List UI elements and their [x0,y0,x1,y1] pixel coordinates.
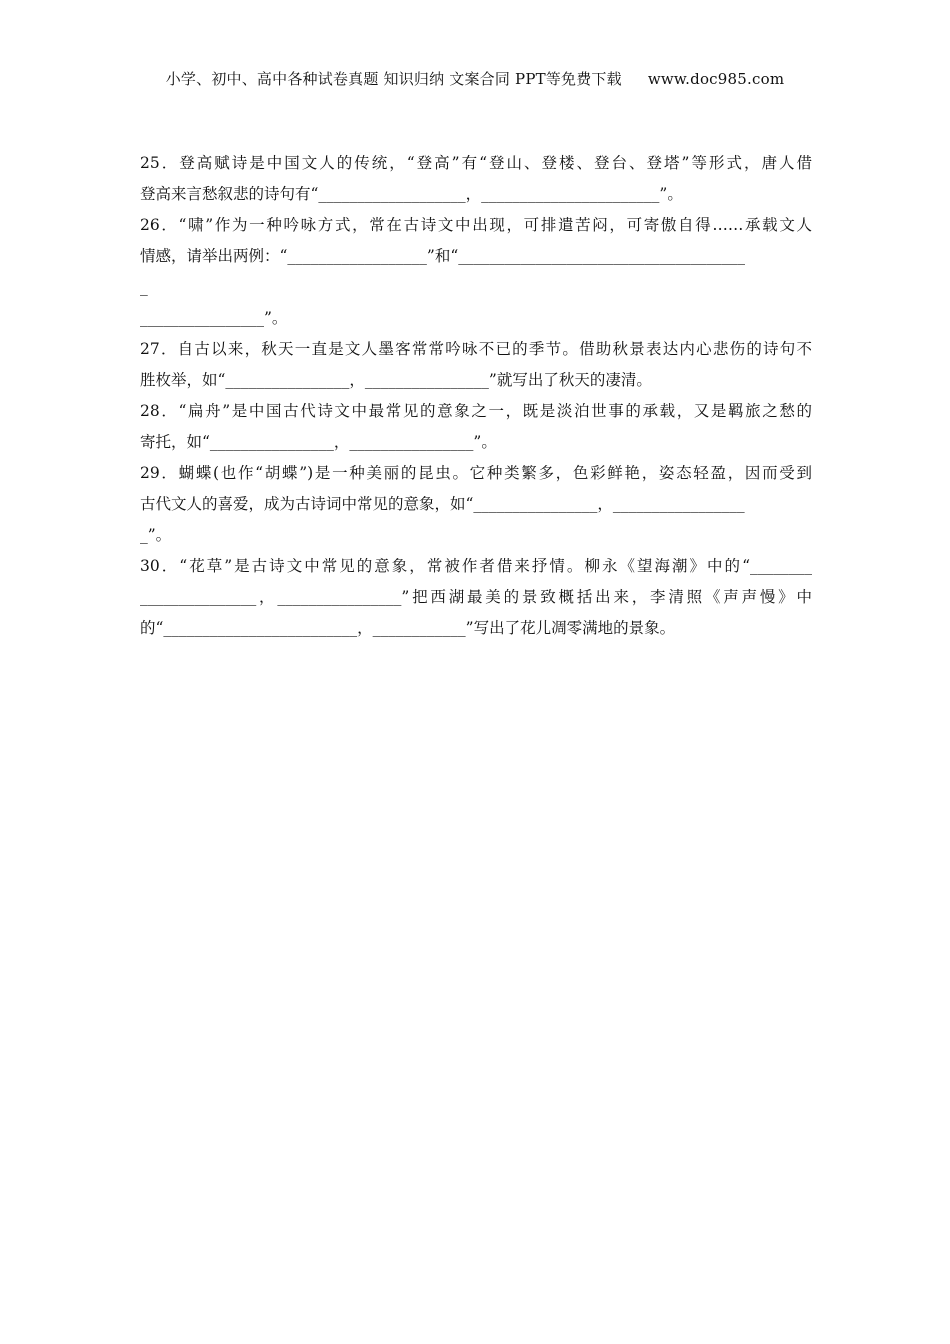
question-line: 29．蝴蝶(也作“胡蝶”)是一种美丽的昆虫。它种类繁多，色彩鲜艳，姿态轻盈，因而受到 [140,464,812,482]
header-text: 小学、初中、高中各种试卷真题 知识归纳 文案合同 PPT等免费下载 [165,70,622,88]
question-line: 古代文人的喜爱，成为古诗词中常见的意象，如“________________，_________________ [140,495,745,513]
question-line: 25．登高赋诗是中国文人的传统，“登高”有“登山、登楼、登台、登塔”等形式，唐人借 [140,154,812,172]
question-line: 26．“啸”作为一种吟咏方式，常在古诗文中出现，可排遣苦闷，可寄傲自得……承载文人 [140,216,812,234]
question-line: 27．自古以来，秋天一直是文人墨客常常吟咏不已的季节。借助秋景表达内心悲伤的诗句不 [140,340,812,358]
question-26 [140,210,812,334]
question-line: 的“_________________________，____________”写出了花儿凋零满地的景象。 [140,619,676,637]
question-29 [140,458,812,551]
question-list [140,148,812,644]
question-30 [140,551,812,644]
header-site: www.doc985.com [647,70,785,88]
question-line: 胜枚举，如“________________，________________”就写出了秋天的凄清。 [140,371,652,389]
question-line: _”。 [140,526,172,544]
question-line: _______________，________________”把西湖最美的景致概括出来，李清照《声声慢》中 [140,588,812,606]
question-28 [140,396,812,458]
question-line: 30．“花草”是古诗文中常见的意象，常被作者借来抒情。柳永《望海潮》中的“________ [140,557,812,575]
page-header [0,68,950,89]
question-line: _ [140,278,148,296]
question-line: 情感，请举出两例：“__________________”和“_____________________________________ [140,247,746,265]
question-line: 28．“扁舟”是中国古代诗文中最常见的意象之一，既是淡泊世事的承载，又是羁旅之愁的 [140,402,812,420]
question-27 [140,334,812,396]
question-25 [140,148,812,210]
question-line: 登高来言愁叙悲的诗句有“___________________，_______________________”。 [140,185,683,203]
question-line: 寄托，如“________________，________________”。 [140,433,497,451]
question-line: ________________”。 [140,309,288,327]
